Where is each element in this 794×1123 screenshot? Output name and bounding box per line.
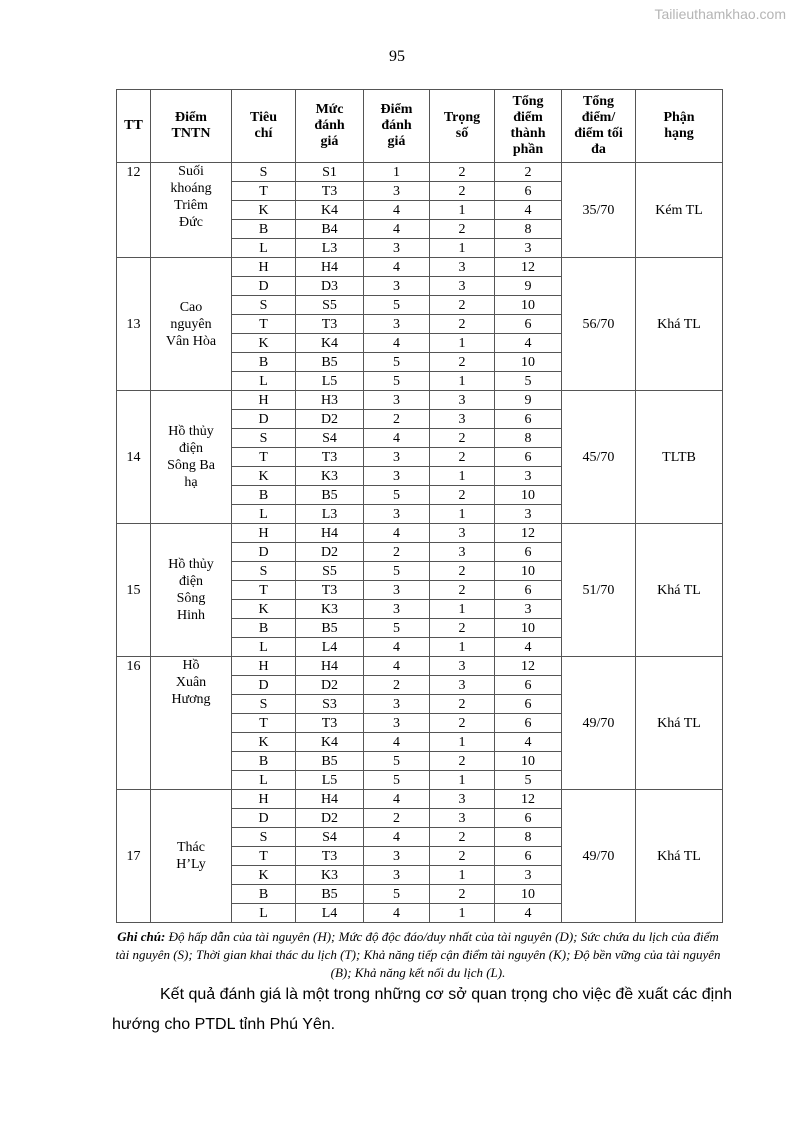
weight-cell: 1 bbox=[430, 638, 495, 657]
component-total-cell: 10 bbox=[495, 486, 562, 505]
criterion-cell: B bbox=[232, 353, 296, 372]
score-cell: 3 bbox=[364, 847, 430, 866]
level-cell: B4 bbox=[296, 220, 364, 239]
total-score-cell: 49/70 bbox=[562, 790, 636, 923]
total-score-cell: 51/70 bbox=[562, 524, 636, 657]
table-row bbox=[117, 790, 723, 809]
criterion-cell: K bbox=[232, 733, 296, 752]
weight-cell: 2 bbox=[430, 752, 495, 771]
evaluation-table bbox=[116, 89, 723, 923]
score-cell: 1 bbox=[364, 163, 430, 182]
site-name-line: Hồ bbox=[182, 658, 200, 673]
level-cell: H3 bbox=[296, 391, 364, 410]
criterion-cell: T bbox=[232, 448, 296, 467]
weight-cell: 1 bbox=[430, 866, 495, 885]
total-score-cell: 56/70 bbox=[562, 258, 636, 391]
component-total-cell: 4 bbox=[495, 733, 562, 752]
site-name-line: Hương bbox=[171, 692, 211, 707]
component-total-cell: 6 bbox=[495, 543, 562, 562]
component-total-cell: 6 bbox=[495, 695, 562, 714]
table-row bbox=[117, 391, 723, 410]
level-cell: D2 bbox=[296, 676, 364, 695]
score-cell: 3 bbox=[364, 600, 430, 619]
weight-cell: 2 bbox=[430, 562, 495, 581]
weight-cell: 3 bbox=[430, 657, 495, 676]
score-cell: 5 bbox=[364, 752, 430, 771]
weight-cell: 2 bbox=[430, 695, 495, 714]
level-cell: T3 bbox=[296, 714, 364, 733]
tt-cell: 12 bbox=[117, 163, 151, 258]
weight-cell: 2 bbox=[430, 448, 495, 467]
level-cell: H4 bbox=[296, 790, 364, 809]
criterion-cell: L bbox=[232, 638, 296, 657]
site-name-line: Suối bbox=[178, 164, 204, 179]
score-cell: 3 bbox=[364, 714, 430, 733]
criterion-cell: K bbox=[232, 334, 296, 353]
weight-cell: 3 bbox=[430, 809, 495, 828]
weight-cell: 2 bbox=[430, 847, 495, 866]
score-cell: 2 bbox=[364, 543, 430, 562]
component-total-cell: 3 bbox=[495, 600, 562, 619]
component-total-cell: 6 bbox=[495, 410, 562, 429]
criterion-cell: S bbox=[232, 562, 296, 581]
weight-cell: 3 bbox=[430, 676, 495, 695]
criterion-cell: K bbox=[232, 866, 296, 885]
score-cell: 4 bbox=[364, 258, 430, 277]
table-header-row bbox=[117, 90, 723, 163]
component-total-cell: 6 bbox=[495, 581, 562, 600]
component-total-cell: 12 bbox=[495, 524, 562, 543]
criterion-cell: S bbox=[232, 695, 296, 714]
score-cell: 4 bbox=[364, 638, 430, 657]
score-cell: 3 bbox=[364, 391, 430, 410]
criterion-cell: H bbox=[232, 391, 296, 410]
component-total-cell: 10 bbox=[495, 562, 562, 581]
score-cell: 3 bbox=[364, 182, 430, 201]
criterion-cell: T bbox=[232, 847, 296, 866]
component-total-cell: 5 bbox=[495, 372, 562, 391]
site-name-line: Sông bbox=[176, 591, 206, 606]
tt-cell: 14 bbox=[117, 391, 151, 524]
rank-cell: Khá TL bbox=[636, 524, 723, 657]
score-cell: 4 bbox=[364, 904, 430, 923]
site-name-line: H’Ly bbox=[176, 857, 206, 872]
weight-cell: 1 bbox=[430, 372, 495, 391]
component-total-cell: 8 bbox=[495, 828, 562, 847]
weight-cell: 3 bbox=[430, 258, 495, 277]
weight-cell: 3 bbox=[430, 277, 495, 296]
criterion-cell: S bbox=[232, 163, 296, 182]
criterion-cell: L bbox=[232, 372, 296, 391]
score-cell: 4 bbox=[364, 429, 430, 448]
score-cell: 3 bbox=[364, 448, 430, 467]
site-name-line: Thác bbox=[177, 840, 205, 855]
level-cell: T3 bbox=[296, 315, 364, 334]
criterion-cell: B bbox=[232, 885, 296, 904]
level-cell: T3 bbox=[296, 182, 364, 201]
weight-cell: 2 bbox=[430, 581, 495, 600]
header-phan-hang: Phận hạng bbox=[636, 90, 723, 163]
site-name-line: Hinh bbox=[177, 608, 205, 623]
component-total-cell: 6 bbox=[495, 714, 562, 733]
component-total-cell: 6 bbox=[495, 182, 562, 201]
weight-cell: 2 bbox=[430, 714, 495, 733]
component-total-cell: 4 bbox=[495, 201, 562, 220]
tt-cell: 15 bbox=[117, 524, 151, 657]
rank-cell: Khá TL bbox=[636, 790, 723, 923]
weight-cell: 3 bbox=[430, 543, 495, 562]
criterion-cell: T bbox=[232, 315, 296, 334]
criterion-cell: B bbox=[232, 220, 296, 239]
score-cell: 4 bbox=[364, 220, 430, 239]
site-name-line: Sông Ba bbox=[167, 458, 215, 473]
site-name-line: Triêm bbox=[174, 198, 208, 213]
weight-cell: 2 bbox=[430, 828, 495, 847]
table-note bbox=[112, 928, 724, 982]
weight-cell: 2 bbox=[430, 296, 495, 315]
watermark: Tailieuthamkhao.com bbox=[654, 6, 786, 22]
score-cell: 3 bbox=[364, 467, 430, 486]
component-total-cell: 10 bbox=[495, 752, 562, 771]
weight-cell: 1 bbox=[430, 467, 495, 486]
level-cell: K3 bbox=[296, 866, 364, 885]
criterion-cell: T bbox=[232, 182, 296, 201]
weight-cell: 2 bbox=[430, 220, 495, 239]
rank-cell: TLTB bbox=[636, 391, 723, 524]
criterion-cell: B bbox=[232, 619, 296, 638]
level-cell: D3 bbox=[296, 277, 364, 296]
component-total-cell: 12 bbox=[495, 790, 562, 809]
criterion-cell: D bbox=[232, 676, 296, 695]
component-total-cell: 4 bbox=[495, 904, 562, 923]
criterion-cell: S bbox=[232, 296, 296, 315]
table-body bbox=[117, 163, 723, 923]
site-name-cell bbox=[151, 163, 232, 258]
score-cell: 4 bbox=[364, 828, 430, 847]
score-cell: 2 bbox=[364, 676, 430, 695]
weight-cell: 2 bbox=[430, 315, 495, 334]
level-cell: B5 bbox=[296, 619, 364, 638]
score-cell: 3 bbox=[364, 866, 430, 885]
level-cell: K4 bbox=[296, 334, 364, 353]
weight-cell: 1 bbox=[430, 771, 495, 790]
criterion-cell: D bbox=[232, 277, 296, 296]
tt-cell: 16 bbox=[117, 657, 151, 790]
weight-cell: 3 bbox=[430, 391, 495, 410]
level-cell: S3 bbox=[296, 695, 364, 714]
component-total-cell: 5 bbox=[495, 771, 562, 790]
score-cell: 5 bbox=[364, 562, 430, 581]
level-cell: L4 bbox=[296, 638, 364, 657]
criterion-cell: L bbox=[232, 505, 296, 524]
criterion-cell: S bbox=[232, 828, 296, 847]
level-cell: H4 bbox=[296, 657, 364, 676]
level-cell: K4 bbox=[296, 733, 364, 752]
weight-cell: 3 bbox=[430, 524, 495, 543]
score-cell: 5 bbox=[364, 771, 430, 790]
component-total-cell: 10 bbox=[495, 885, 562, 904]
level-cell: K3 bbox=[296, 600, 364, 619]
weight-cell: 3 bbox=[430, 790, 495, 809]
criterion-cell: L bbox=[232, 239, 296, 258]
header-tong-diem-thanh-phan: Tổng điểm thành phần bbox=[495, 90, 562, 163]
component-total-cell: 10 bbox=[495, 619, 562, 638]
component-total-cell: 6 bbox=[495, 448, 562, 467]
criterion-cell: S bbox=[232, 429, 296, 448]
criterion-cell: L bbox=[232, 771, 296, 790]
header-tong-diem-toi-da: Tổng điểm/ điểm tối đa bbox=[562, 90, 636, 163]
score-cell: 4 bbox=[364, 201, 430, 220]
weight-cell: 1 bbox=[430, 904, 495, 923]
site-name-line: điện bbox=[178, 441, 204, 456]
criterion-cell: D bbox=[232, 809, 296, 828]
level-cell: S5 bbox=[296, 296, 364, 315]
criterion-cell: H bbox=[232, 790, 296, 809]
criterion-cell: H bbox=[232, 258, 296, 277]
score-cell: 3 bbox=[364, 695, 430, 714]
table-row bbox=[117, 258, 723, 277]
weight-cell: 1 bbox=[430, 334, 495, 353]
criterion-cell: H bbox=[232, 524, 296, 543]
level-cell: B5 bbox=[296, 486, 364, 505]
component-total-cell: 8 bbox=[495, 220, 562, 239]
site-name-cell bbox=[151, 657, 232, 790]
weight-cell: 1 bbox=[430, 201, 495, 220]
table-row bbox=[117, 524, 723, 543]
site-name-line: Cao bbox=[179, 299, 203, 315]
component-total-cell: 3 bbox=[495, 239, 562, 258]
page-number: 95 bbox=[389, 48, 405, 65]
level-cell: D2 bbox=[296, 809, 364, 828]
component-total-cell: 6 bbox=[495, 315, 562, 334]
level-cell: T3 bbox=[296, 847, 364, 866]
weight-cell: 2 bbox=[430, 486, 495, 505]
level-cell: D2 bbox=[296, 410, 364, 429]
level-cell: S1 bbox=[296, 163, 364, 182]
component-total-cell: 9 bbox=[495, 391, 562, 410]
level-cell: B5 bbox=[296, 885, 364, 904]
criterion-cell: K bbox=[232, 201, 296, 220]
score-cell: 5 bbox=[364, 372, 430, 391]
conclusion-paragraph: Kết quả đánh giá là một trong những cơ sở quan trọng cho việc đề xuất các định hướng cho PTDL tỉnh Phú Yên. bbox=[112, 986, 732, 1033]
score-cell: 3 bbox=[364, 239, 430, 258]
level-cell: D2 bbox=[296, 543, 364, 562]
score-cell: 3 bbox=[364, 581, 430, 600]
level-cell: L5 bbox=[296, 771, 364, 790]
score-cell: 4 bbox=[364, 524, 430, 543]
level-cell: H4 bbox=[296, 524, 364, 543]
component-total-cell: 10 bbox=[495, 296, 562, 315]
level-cell: H4 bbox=[296, 258, 364, 277]
header-tt: TT bbox=[117, 90, 151, 163]
level-cell: K3 bbox=[296, 467, 364, 486]
rank-cell: Khá TL bbox=[636, 657, 723, 790]
component-total-cell: 3 bbox=[495, 467, 562, 486]
score-cell: 5 bbox=[364, 885, 430, 904]
header-trong-so: Trọng số bbox=[430, 90, 495, 163]
component-total-cell: 12 bbox=[495, 657, 562, 676]
rank-cell: Khá TL bbox=[636, 258, 723, 391]
site-name-line: khoáng bbox=[170, 181, 212, 196]
component-total-cell: 2 bbox=[495, 163, 562, 182]
score-cell: 2 bbox=[364, 410, 430, 429]
component-total-cell: 6 bbox=[495, 676, 562, 695]
score-cell: 4 bbox=[364, 657, 430, 676]
weight-cell: 2 bbox=[430, 885, 495, 904]
score-cell: 4 bbox=[364, 733, 430, 752]
level-cell: S4 bbox=[296, 828, 364, 847]
score-cell: 3 bbox=[364, 315, 430, 334]
table-row bbox=[117, 657, 723, 676]
weight-cell: 1 bbox=[430, 600, 495, 619]
site-name-line: Đức bbox=[179, 215, 203, 230]
site-name-cell bbox=[151, 524, 232, 657]
header-diem-danh-gia: Điểm đánh giá bbox=[364, 90, 430, 163]
criterion-cell: D bbox=[232, 543, 296, 562]
level-cell: L3 bbox=[296, 505, 364, 524]
score-cell: 3 bbox=[364, 505, 430, 524]
site-name-cell bbox=[151, 258, 232, 391]
weight-cell: 1 bbox=[430, 733, 495, 752]
component-total-cell: 4 bbox=[495, 638, 562, 657]
level-cell: K4 bbox=[296, 201, 364, 220]
component-total-cell: 12 bbox=[495, 258, 562, 277]
weight-cell: 2 bbox=[430, 429, 495, 448]
site-name-line: hạ bbox=[184, 475, 198, 490]
level-cell: L4 bbox=[296, 904, 364, 923]
level-cell: B5 bbox=[296, 752, 364, 771]
level-cell: L3 bbox=[296, 239, 364, 258]
component-total-cell: 6 bbox=[495, 809, 562, 828]
note-text: Độ hấp dẫn của tài nguyên (H); Mức độ độc đáo/duy nhất của tài nguyên (D); Sức chứa du lịch của điểm tài nguyên (S); Thời gian khai thác du lịch (T); Khả năng tiếp cận điểm tài nguyên (K); Độ bền vững của tài nguyên (B); Khả năng kết nối du lịch (L). bbox=[115, 929, 721, 980]
component-total-cell: 3 bbox=[495, 505, 562, 524]
component-total-cell: 4 bbox=[495, 334, 562, 353]
score-cell: 5 bbox=[364, 619, 430, 638]
criterion-cell: D bbox=[232, 410, 296, 429]
component-total-cell: 3 bbox=[495, 866, 562, 885]
weight-cell: 1 bbox=[430, 239, 495, 258]
weight-cell: 2 bbox=[430, 353, 495, 372]
tt-cell: 17 bbox=[117, 790, 151, 923]
weight-cell: 2 bbox=[430, 163, 495, 182]
site-name-line: Hồ thủy bbox=[168, 557, 214, 572]
criterion-cell: K bbox=[232, 600, 296, 619]
total-score-cell: 35/70 bbox=[562, 163, 636, 258]
table-row bbox=[117, 163, 723, 182]
criterion-cell: L bbox=[232, 904, 296, 923]
level-cell: S4 bbox=[296, 429, 364, 448]
score-cell: 4 bbox=[364, 334, 430, 353]
site-name-cell bbox=[151, 790, 232, 923]
tt-cell: 13 bbox=[117, 258, 151, 391]
header-muc-danh-gia: Mức đánh giá bbox=[296, 90, 364, 163]
level-cell: B5 bbox=[296, 353, 364, 372]
weight-cell: 2 bbox=[430, 619, 495, 638]
criterion-cell: B bbox=[232, 752, 296, 771]
criterion-cell: B bbox=[232, 486, 296, 505]
score-cell: 2 bbox=[364, 809, 430, 828]
component-total-cell: 6 bbox=[495, 847, 562, 866]
criterion-cell: T bbox=[232, 714, 296, 733]
score-cell: 5 bbox=[364, 296, 430, 315]
site-name-line: Xuân bbox=[175, 675, 207, 690]
site-name-line: nguyên bbox=[170, 316, 212, 332]
criterion-cell: H bbox=[232, 657, 296, 676]
component-total-cell: 9 bbox=[495, 277, 562, 296]
total-score-cell: 45/70 bbox=[562, 391, 636, 524]
level-cell: T3 bbox=[296, 448, 364, 467]
total-score-cell: 49/70 bbox=[562, 657, 636, 790]
score-cell: 5 bbox=[364, 353, 430, 372]
weight-cell: 3 bbox=[430, 410, 495, 429]
component-total-cell: 10 bbox=[495, 353, 562, 372]
weight-cell: 2 bbox=[430, 182, 495, 201]
level-cell: T3 bbox=[296, 581, 364, 600]
rank-cell: Kém TL bbox=[636, 163, 723, 258]
criterion-cell: K bbox=[232, 467, 296, 486]
site-name-line: Vân Hòa bbox=[165, 333, 217, 349]
site-name-line: điện bbox=[178, 574, 204, 589]
score-cell: 3 bbox=[364, 277, 430, 296]
criterion-cell: T bbox=[232, 581, 296, 600]
score-cell: 5 bbox=[364, 486, 430, 505]
component-total-cell: 8 bbox=[495, 429, 562, 448]
level-cell: S5 bbox=[296, 562, 364, 581]
site-name-line: Hồ thủy bbox=[168, 424, 214, 439]
score-cell: 4 bbox=[364, 790, 430, 809]
level-cell: L5 bbox=[296, 372, 364, 391]
header-tieu-chi: Tiêu chí bbox=[232, 90, 296, 163]
note-label: Ghi chú: bbox=[117, 929, 166, 944]
site-name-cell bbox=[151, 391, 232, 524]
header-diem-tntn: Điểm TNTN bbox=[151, 90, 232, 163]
weight-cell: 1 bbox=[430, 505, 495, 524]
